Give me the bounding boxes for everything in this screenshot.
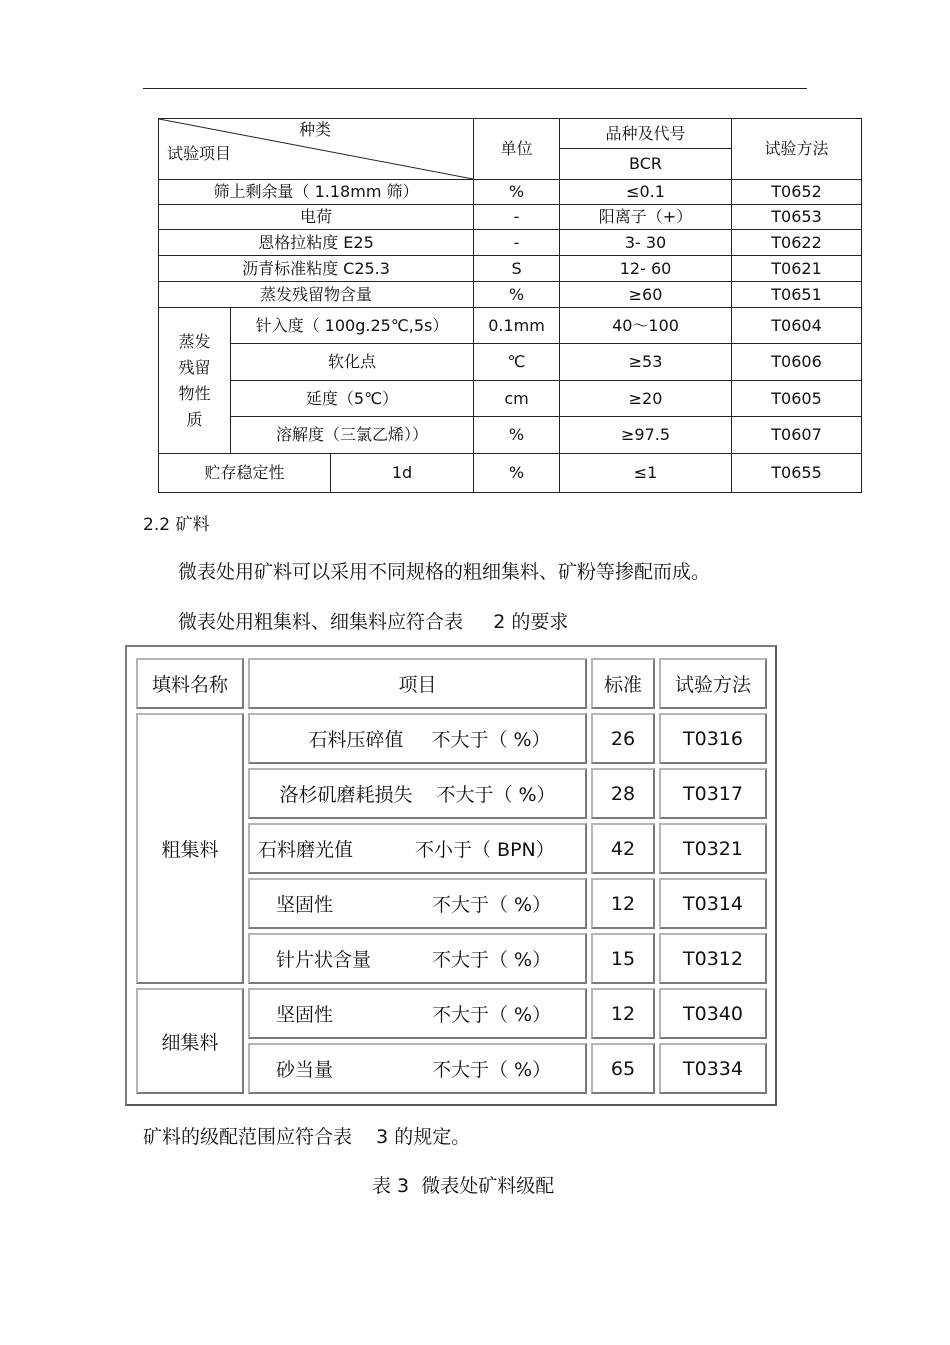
header-standard: 标准 bbox=[591, 658, 655, 709]
header-rule bbox=[143, 88, 807, 89]
header-unit: 单位 bbox=[474, 119, 560, 180]
header-category-label: 种类 bbox=[299, 120, 332, 139]
header-variety: 品种及代号 bbox=[560, 119, 732, 149]
header-filler-name: 填料名称 bbox=[136, 658, 244, 709]
section-heading: 2.2 矿料 bbox=[143, 515, 210, 535]
diagonal-header-cell bbox=[159, 119, 474, 180]
table-row: 洛杉矶磨耗损失 不大于（ %） 28 T0317 bbox=[136, 768, 767, 819]
header-test-method: 试验方法 bbox=[659, 658, 767, 709]
table-header-row bbox=[136, 658, 767, 709]
header-method: 试验方法 bbox=[732, 119, 862, 180]
table-row: 恩格拉粘度 E25 - 3- 30 T0622 bbox=[159, 230, 862, 256]
table-row: 蒸发 残留 物性 质 针入度（ 100g.25℃,5s） 0.1mm 40～100 T0604 bbox=[159, 308, 862, 344]
table-row: 沥青标准粘度 C25.3 S 12- 60 T0621 bbox=[159, 256, 862, 282]
table-row: 蒸发残留物含量 % ≥60 T0651 bbox=[159, 282, 862, 308]
table-row: 粗集料 石料压碎值 不大于（ %） 26 T0316 bbox=[136, 713, 767, 764]
emulsion-spec-table bbox=[158, 118, 862, 493]
coarse-aggregate-label: 粗集料 bbox=[136, 713, 244, 984]
fine-aggregate-label: 细集料 bbox=[136, 988, 244, 1094]
paragraph-mineral: 微表处用矿料可以采用不同规格的粗细集料、矿粉等掺配而成。 bbox=[178, 561, 711, 583]
table-row: 溶解度（三氯乙烯）） % ≥97.5 T0607 bbox=[159, 417, 862, 454]
header-item: 项目 bbox=[248, 658, 587, 709]
table-row: 细集料 坚固性 不大于（ %） 12 T0340 bbox=[136, 988, 767, 1039]
table-row: 针片状含量 不大于（ %） 15 T0312 bbox=[136, 933, 767, 984]
table-row: 砂当量 不大于（ %） 65 T0334 bbox=[136, 1043, 767, 1094]
table-row: 延度（5℃） cm ≥20 T0605 bbox=[159, 381, 862, 417]
table-row: 贮存稳定性 1d % ≤1 T0655 bbox=[159, 454, 862, 493]
residue-group-label: 蒸发 残留 物性 质 bbox=[159, 308, 231, 454]
paragraph-gradation: 矿料的级配范围应符合表 3 的规定。 bbox=[143, 1126, 471, 1148]
table-row: 筛上剩余量（ 1.18mm 筛） % ≤0.1 T0652 bbox=[159, 180, 862, 205]
table-row: 电荷 - 阳离子（+） T0653 bbox=[159, 205, 862, 230]
paragraph-table2-ref: 微表处用粗集料、细集料应符合表 2 的要求 bbox=[178, 611, 569, 633]
table3-caption: 表 3 微表处矿料级配 bbox=[372, 1175, 555, 1197]
table-row: 坚固性 不大于（ %） 12 T0314 bbox=[136, 878, 767, 929]
aggregate-spec-table bbox=[132, 654, 771, 1098]
table-row: 石料磨光值 不小于（ BPN） 42 T0321 bbox=[136, 823, 767, 874]
header-code: BCR bbox=[560, 149, 732, 180]
table-row: 软化点 ℃ ≥53 T0606 bbox=[159, 344, 862, 381]
header-test-item-label: 试验项目 bbox=[167, 144, 232, 163]
